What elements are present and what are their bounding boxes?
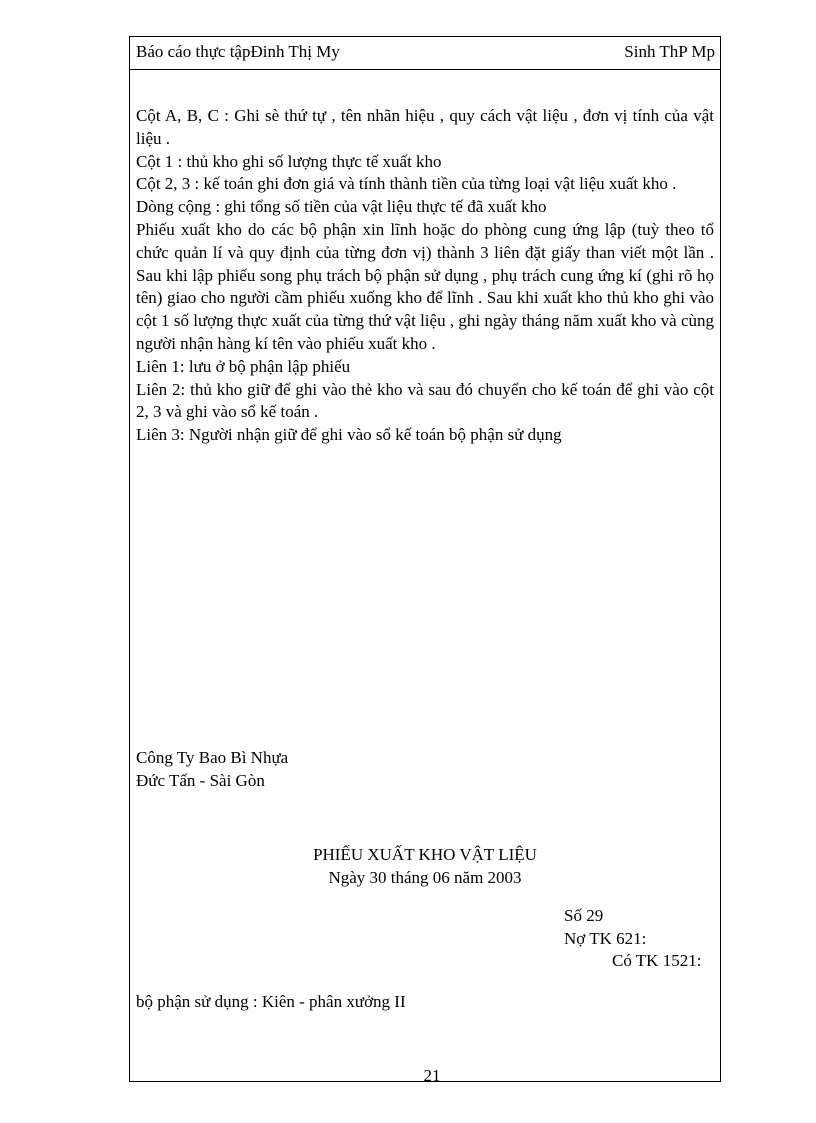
company-location: Đức Tấn - Sài Gòn xyxy=(136,771,265,790)
voucher-number: Số 29 xyxy=(564,906,604,925)
paragraph-copy-3: Liên 3: Người nhận giữ để ghi vào sổ kế toán bộ phận sử dụng xyxy=(136,425,562,445)
paragraph-column-1: Cột 1 : thủ kho ghi số lượng thực tế xuất kho xyxy=(136,151,442,171)
paragraph-procedure: Phiếu xuất kho do các bộ phận xin lĩnh hoặc do phòng cung ứng lập (tuỳ theo tổ chức quản lí và quy định của từng đơn vị) thành 3 liên đặt giấy than viết một lần . Sau khi lập phiếu song phụ trách bộ phận sử dụng , phụ trách cung ứng kí (ghi rõ họ tên) giao cho người cầm phiếu xuống kho để lĩnh . Sau khi xuất kho thủ kho ghi vào cột 1 số lượng thực xuất của từng thứ vật liệu , ghi ngày tháng năm xuất kho và cùng người nhận hàng kí tên vào phiếu xuất kho . xyxy=(136,219,714,353)
form-date: Ngày 30 tháng 06 năm 2003 xyxy=(328,868,522,887)
paragraph-columns-2-3: Cột 2, 3 : kế toán ghi đơn giá và tính thành tiền của từng loại vật liệu xuất kho . xyxy=(136,174,677,194)
header-report-title: Báo cáo thực tậpĐinh Thị My xyxy=(136,42,340,61)
credit-account: Có TK 1521: xyxy=(612,951,702,970)
debit-account: Nợ TK 621: xyxy=(564,928,647,948)
page-number: 21 xyxy=(423,1066,441,1085)
body-text xyxy=(136,105,714,447)
company-name: Công Ty Bao Bì Nhựa xyxy=(136,748,289,767)
paragraph-total-row: Dòng cộng : ghi tổng số tiền của vật liệu thực tế đã xuất kho xyxy=(136,197,547,217)
usage-department: bộ phận sử dụng : Kiên - phân xưởng II xyxy=(136,992,406,1011)
company-block xyxy=(136,746,288,792)
paragraph-copy-2: Liên 2: thủ kho giữ để ghi vào thẻ kho và sau đó chuyển cho kế toán để ghi vào cột 2, 3 và ghi vào sổ kế toán . xyxy=(136,379,714,422)
header-divider xyxy=(129,69,721,70)
form-heading xyxy=(280,843,570,889)
paragraph-columns-abc: Cột A, B, C : Ghi sè thứ tự , tên nhãn hiệu , quy cách vật liệu , đơn vị tính của vật liệu . xyxy=(136,106,714,148)
account-references xyxy=(564,905,701,973)
paragraph-copy-1: Liên 1: lưu ở bộ phận lập phiếu xyxy=(136,356,351,376)
form-title: PHIẾU XUẤT KHO VẬT LIỆU xyxy=(313,845,537,864)
header-student-label: Sinh ThP Mp xyxy=(624,42,715,61)
